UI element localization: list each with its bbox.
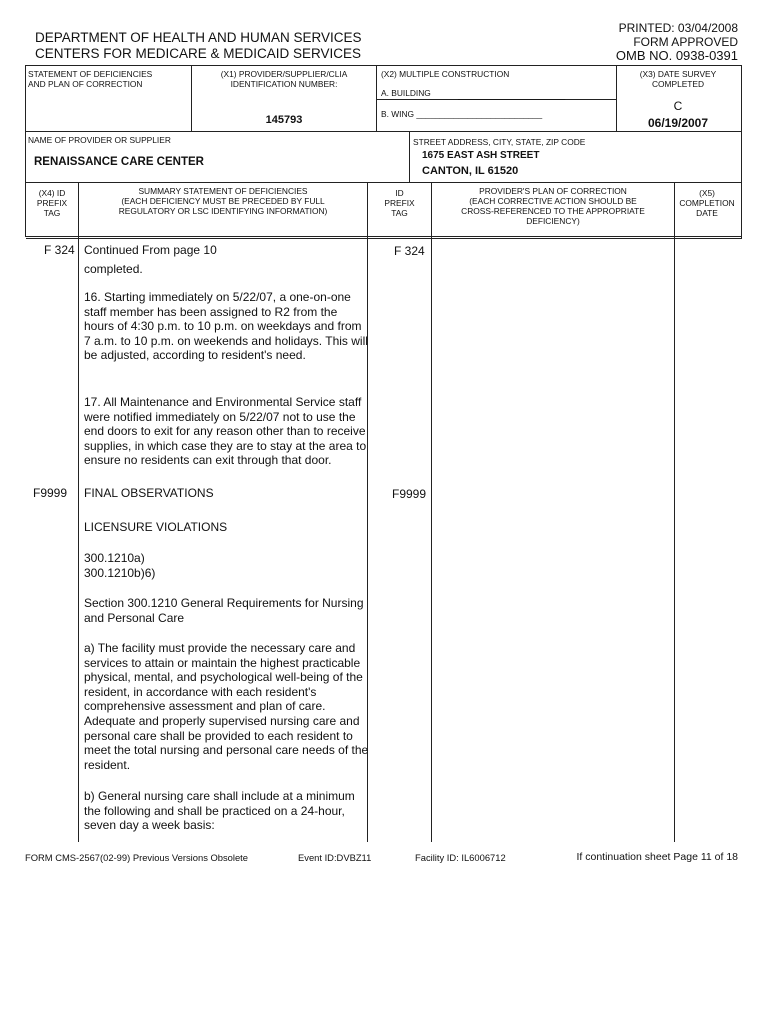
x3-line: (X3) DATE SURVEY <box>639 69 717 79</box>
grid-divider <box>25 182 742 183</box>
item-16-paragraph: 16. Starting immediately on 5/22/07, a one-on-one staff member has been assigned to R2 from the hours of 4:30 p.m. to 10 p.m. on weekdays and from 7 a.m. to 10 p.m. on weekends and holidays. This will be adjusted, according to resident's need. <box>84 290 368 363</box>
summary-line: SUMMARY STATEMENT OF DEFICIENCIES <box>138 186 308 196</box>
summary-line: REGULATORY OR LSC IDENTIFYING INFORMATION) <box>118 206 328 216</box>
form-approval-header <box>616 22 738 63</box>
x4-header <box>26 188 78 218</box>
x4-line: PREFIX <box>36 198 68 208</box>
page-number: If continuation sheet Page 11 of 18 <box>576 851 738 863</box>
omb-number: OMB NO. 0938-0391 <box>615 48 738 63</box>
address-street: 1675 EAST ASH STREET <box>422 150 540 161</box>
statement-line: STATEMENT OF DEFICIENCIES <box>28 69 153 79</box>
citation-line: 300.1210a) <box>84 551 145 565</box>
statement-line: AND PLAN OF CORRECTION <box>28 79 143 89</box>
wing-label: B. WING ___________________________ <box>381 109 543 119</box>
tag-f9999-right: F9999 <box>392 487 427 501</box>
tag-f9999-left: F9999 <box>33 486 68 500</box>
department-header <box>35 30 362 62</box>
printed-date: PRINTED: 03/04/2008 <box>618 21 738 35</box>
x5-line: (X5) <box>699 188 715 198</box>
provider-label: NAME OF PROVIDER OR SUPPLIER <box>28 135 171 145</box>
plan-line: (EACH CORRECTIVE ACTION SHOULD BE <box>469 196 637 206</box>
id-line: PREFIX <box>384 198 415 208</box>
dept-line-1: DEPARTMENT OF HEALTH AND HUMAN SERVICES <box>35 30 362 45</box>
requirement-a-paragraph: a) The facility must provide the necessary care and services to attain or maintain the highest practicable physical, mental, and psychological well-being of the resident, in accordance with each resident's comprehensive assessment and plan of care. Adequate and properly supervised nursing care and personal care shall be provided to each resident to meet the total nursing and personal care needs of the resident. <box>84 641 369 772</box>
plan-line: DEFICIENCY) <box>526 216 580 226</box>
plan-line: PROVIDER'S PLAN OF CORRECTION <box>479 186 627 196</box>
column-line <box>78 182 79 842</box>
grid-divider <box>25 131 742 132</box>
dept-line-2: CENTERS FOR MEDICARE & MEDICAID SERVICES <box>35 46 362 61</box>
event-id: Event ID:DVBZ11 <box>298 852 372 863</box>
building-label: A. BUILDING <box>381 88 431 98</box>
address-city: CANTON, IL 61520 <box>422 165 519 177</box>
id-line: TAG <box>391 208 408 218</box>
section-heading: Section 300.1210 General Requirements for Nursing and Personal Care <box>84 596 364 625</box>
tag-f324-left: F 324 <box>44 243 75 257</box>
x1-line: IDENTIFICATION NUMBER: <box>230 79 338 89</box>
building-line: _______________________ <box>458 90 566 100</box>
id-header <box>368 188 431 218</box>
plan-line: CROSS-REFERENCED TO THE APPROPRIATE <box>461 206 645 216</box>
provider-id-number: 145793 <box>265 114 303 126</box>
citation-line: 300.1210b)6) <box>84 565 156 580</box>
x1-line: (X1) PROVIDER/SUPPLIER/CLIA <box>220 69 348 79</box>
column-line <box>431 182 432 842</box>
continued-text <box>84 243 369 276</box>
x3-line: COMPLETED <box>651 79 705 89</box>
address-label: STREET ADDRESS, CITY, STATE, ZIP CODE <box>413 137 586 147</box>
x5-header <box>675 188 739 218</box>
x3-label <box>617 69 739 89</box>
facility-id: Facility ID: IL6006712 <box>415 852 506 863</box>
x5-line: DATE <box>696 208 718 218</box>
column-line <box>674 182 675 842</box>
item-17-paragraph: 17. All Maintenance and Environmental Service staff were notified immediately on 5/22/07 not to use the end doors to exit for any reason other than to receive supplies, in which case they are to stay at the area to ensure no residents can exit through that door. <box>84 395 367 468</box>
id-line: ID <box>395 188 404 198</box>
x4-line: TAG <box>43 208 61 218</box>
grid-divider <box>376 65 377 131</box>
grid-divider <box>409 131 410 182</box>
continued-line: completed. <box>84 261 143 276</box>
x2-label: (X2) MULTIPLE CONSTRUCTION <box>381 69 510 79</box>
tag-f324-right: F 324 <box>394 244 425 258</box>
statement-label <box>28 69 152 89</box>
requirement-b-paragraph: b) General nursing care shall include at a minimum the following and shall be practiced on a 24-hour, seven day a week basis: <box>84 789 355 833</box>
x4-line: (X4) ID <box>38 188 66 198</box>
x1-label <box>192 69 376 89</box>
survey-code: C <box>673 99 683 113</box>
x5-line: COMPLETION <box>679 198 735 208</box>
regulation-citations <box>84 551 369 580</box>
plan-header <box>432 186 674 226</box>
grid-divider <box>25 236 742 237</box>
final-observations: FINAL OBSERVATIONS <box>84 486 214 500</box>
licensure-violations: LICENSURE VIOLATIONS <box>84 520 228 534</box>
continued-line: Continued From page 10 <box>84 243 217 257</box>
blank-edge <box>25 237 26 842</box>
form-number: FORM CMS-2567(02-99) Previous Versions Obsolete <box>25 852 249 863</box>
summary-header <box>79 186 367 216</box>
survey-date: 06/19/2007 <box>647 116 709 130</box>
summary-line: (EACH DEFICIENCY MUST BE PRECEDED BY FULL <box>121 196 325 206</box>
provider-name: RENAISSANCE CARE CENTER <box>34 156 204 168</box>
form-approved: FORM APPROVED <box>633 34 738 49</box>
